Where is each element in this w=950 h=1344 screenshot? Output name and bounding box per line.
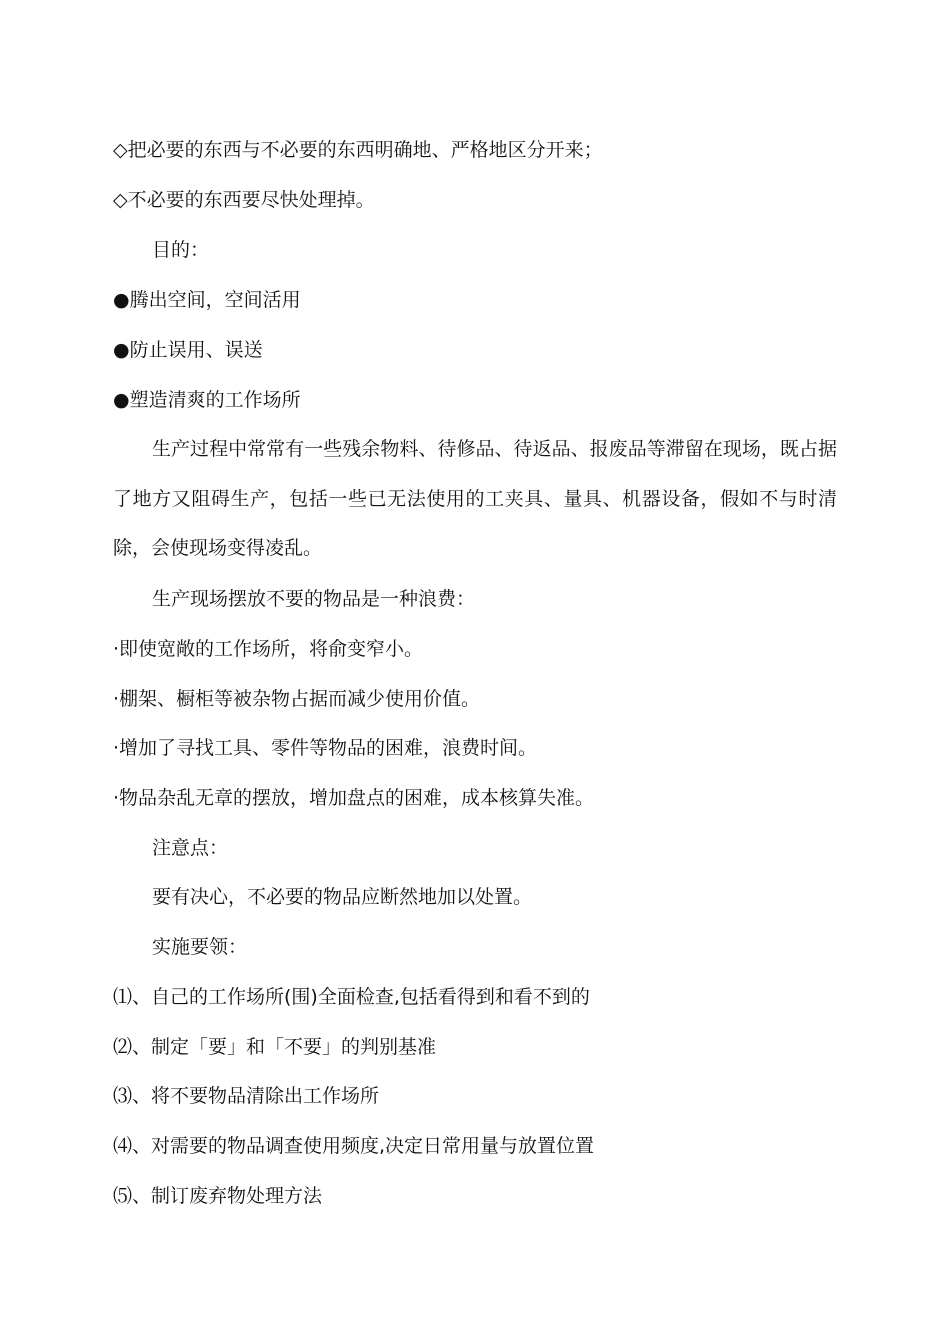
notes-text: 要有决心，不必要的物品应断然地加以处置。 <box>152 886 533 908</box>
waste-item-narrow-space: ·即使宽敞的工作场所，将俞变窄小。 <box>113 638 424 660</box>
production-waste-paragraph: 生产过程中常常有一些残余物料、待修品、待返品、报废品等滞留在现场，既占据了地方又阻碍生产，包括一些已无法使用的工夹具、量具、机器设备，假如不与时清除，会使现场变得凌乱。 <box>113 438 837 560</box>
waste-item-shelf-value: ·棚架、橱柜等被杂物占据而减少使用价值。 <box>113 688 481 710</box>
separation-rule-line: ◇把必要的东西与不必要的东西明确地、严格地区分开来； <box>113 139 603 161</box>
step-item-4: ⑷、对需要的物品调查使用频度,决定日常用量与放置位置 <box>113 1135 595 1157</box>
waste-item-search-time: ·增加了寻找工具、零件等物品的困难，浪费时间。 <box>113 737 538 759</box>
step-item-2: ⑵、制定「要」和「不要」的判别基准 <box>113 1036 437 1058</box>
disposal-rule-line: ◇不必要的东西要尽快处理掉。 <box>113 189 375 211</box>
waste-heading: 生产现场摆放不要的物品是一种浪费： <box>152 588 476 610</box>
notes-heading: 注意点： <box>152 837 229 859</box>
step-item-5: ⑸、制订废弃物处理方法 <box>113 1185 323 1207</box>
steps-heading: 实施要领： <box>152 936 248 958</box>
purpose-item-prevent-misuse: ●防止误用、误送 <box>113 339 263 361</box>
waste-item-inventory: ·物品杂乱无章的摆放，增加盘点的困难，成本核算失准。 <box>113 787 595 809</box>
purpose-item-space: ●腾出空间，空间活用 <box>113 289 301 311</box>
purpose-item-clean-workplace: ●塑造清爽的工作场所 <box>113 389 301 411</box>
purpose-heading: 目的： <box>152 239 210 261</box>
step-item-3: ⑶、将不要物品清除出工作场所 <box>113 1085 380 1107</box>
step-item-1: ⑴、自己的工作场所(围)全面检查,包括看得到和看不到的 <box>113 986 590 1008</box>
